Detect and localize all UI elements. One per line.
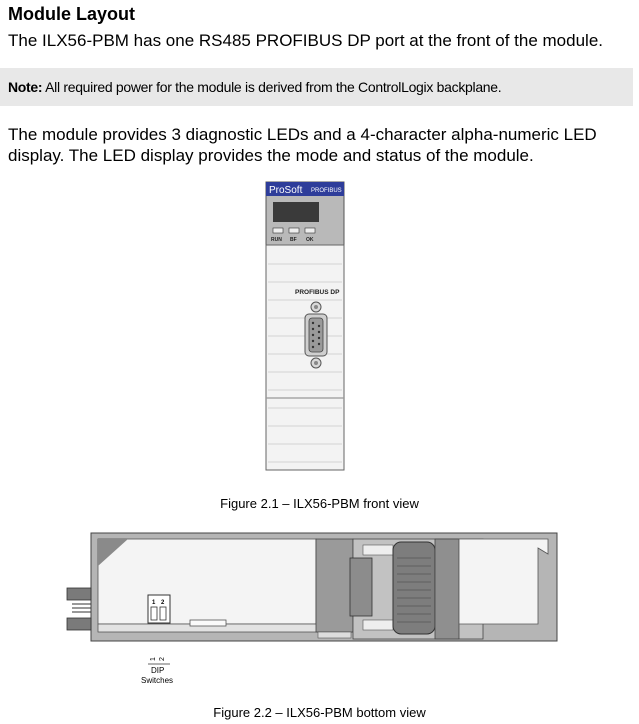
led-label-run: RUN	[271, 237, 282, 243]
led-bf	[289, 228, 299, 233]
backplane-tab-bottom	[67, 618, 91, 630]
dip-number-2: 2	[161, 600, 165, 606]
dip-label-line1: DIP	[151, 666, 165, 675]
description-paragraph: The module provides 3 diagnostic LEDs and a 4-character alpha-numeric LED display. The LED display provides the mode and status of the module.	[8, 125, 597, 165]
circuit-board-area	[98, 539, 316, 624]
note-text	[8, 79, 501, 95]
front-view-figure	[260, 180, 360, 475]
port-label: PROFIBUS DP	[295, 289, 340, 296]
connector-body	[393, 542, 435, 634]
right-end-panel	[459, 539, 548, 624]
figure-caption-1: Figure 2.1 – ILX56-PBM front view	[220, 496, 419, 511]
connector-shell	[350, 558, 372, 616]
led-display	[273, 202, 319, 222]
led-run	[273, 228, 283, 233]
led-ok	[305, 228, 315, 233]
dip-axis-2: 2	[159, 657, 166, 661]
profibus-badge: PROFIBUS	[311, 188, 342, 194]
intro-paragraph: The ILX56-PBM has one RS485 PROFIBUS DP port at the front of the module.	[8, 31, 603, 50]
module-body	[266, 245, 344, 470]
bottom-view-figure	[60, 528, 565, 686]
dip-number-1: 1	[152, 600, 156, 606]
note-box	[0, 68, 633, 106]
note-body: All required power for the module is derived from the ControlLogix backplane.	[42, 79, 502, 95]
section-heading: Module Layout	[8, 4, 135, 24]
led-label-ok: OK	[306, 237, 314, 243]
backplane-tab-top	[67, 588, 91, 600]
dip-label-line2: Switches	[141, 676, 174, 685]
mid-bracket	[316, 539, 353, 632]
led-label-bf: BF	[290, 237, 297, 243]
figure-caption-2: Figure 2.2 – ILX56-PBM bottom view	[213, 705, 426, 720]
dip-axis-1: 1	[150, 657, 157, 661]
brand-text: ProSoft	[269, 185, 303, 196]
note-label: Note:	[8, 79, 43, 95]
